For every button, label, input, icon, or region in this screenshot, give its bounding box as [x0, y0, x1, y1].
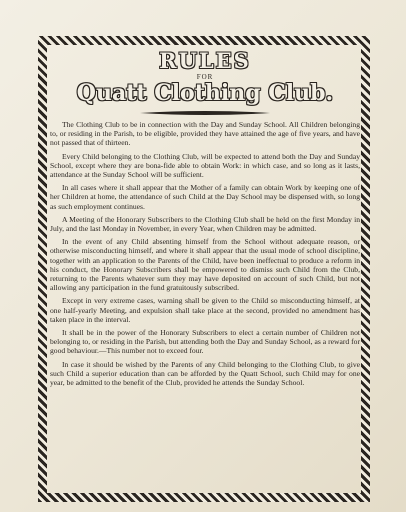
rule-paragraph-2: Every Child belonging to the Clothing Club, will be expected to attend both the Day and Sunday School, except where they are bona-fide able to obtain Work: in which case, and so long as it lasts, attendance at the Sunday School will be sufficient.	[50, 151, 360, 180]
rule-paragraph-6: Except in very extreme cases, warning shall be given to the Child so misconducting himself, at one half-yearly Meeting, and expulsion shall take place at the second, provided no amendment has taken place in the interval.	[50, 296, 360, 324]
document-title: RULES	[159, 48, 251, 73]
rule-paragraph-4: A Meeting of the Honorary Subscribers to the Clothing Club shall be held on the first Monday in July, and the last Monday in November, in every Year, when Children may be admitted.	[50, 214, 360, 234]
rule-paragraph-3: In all cases where it shall appear that the Mother of a family can obtain Work by keeping one of her Children at home, the attendance of such Child at the Day School may be dispensed with, so long as such employment continues.	[50, 183, 360, 211]
document-subtitle: Quatt Clothing Club.	[76, 80, 334, 106]
document-body	[50, 46, 360, 494]
rule-paragraph-1: The Clothing Club to be in connection with the Day and Sunday School. All Children belonging to, or residing in the Parish, to be eligible, provided they have attained the age of five years, and have not passed that of thirteen.	[50, 120, 360, 148]
rule-paragraph-8: In case it should be wished by the Parents of any Child belonging to the Clothing Club, to give such Child a superior education than can be afforded by the Quatt School, such Child may for one year, be admitted to the benefit of the Club, provided he attends the Sunday School.	[50, 359, 360, 388]
rule-paragraph-5: In the event of any Child absenting himself from the School without adequate reason, or otherwise misconducting himself, and where it shall appear that the usual mode of school discipline, together with an application to the Parents of the Child, have been ineffectual to produce a reform in his conduct, the Honorary Subscribers shall be empowered to dismiss such Child from the Club, returning to the Parents whatever sum they may have deposited on account of such Child, but not allowing any participation in the fund gratuitously subscribed.	[50, 237, 360, 293]
title-connector: FOR	[196, 73, 214, 81]
ornamental-divider	[140, 110, 270, 116]
rule-paragraph-7: It shall be in the power of the Honorary Subscribers to elect a certain number of Children not belonging to, or residing in the Parish, but attending both the Day and Sunday School, as a reward for good behaviour.—This number not to exceed four.	[50, 328, 360, 356]
